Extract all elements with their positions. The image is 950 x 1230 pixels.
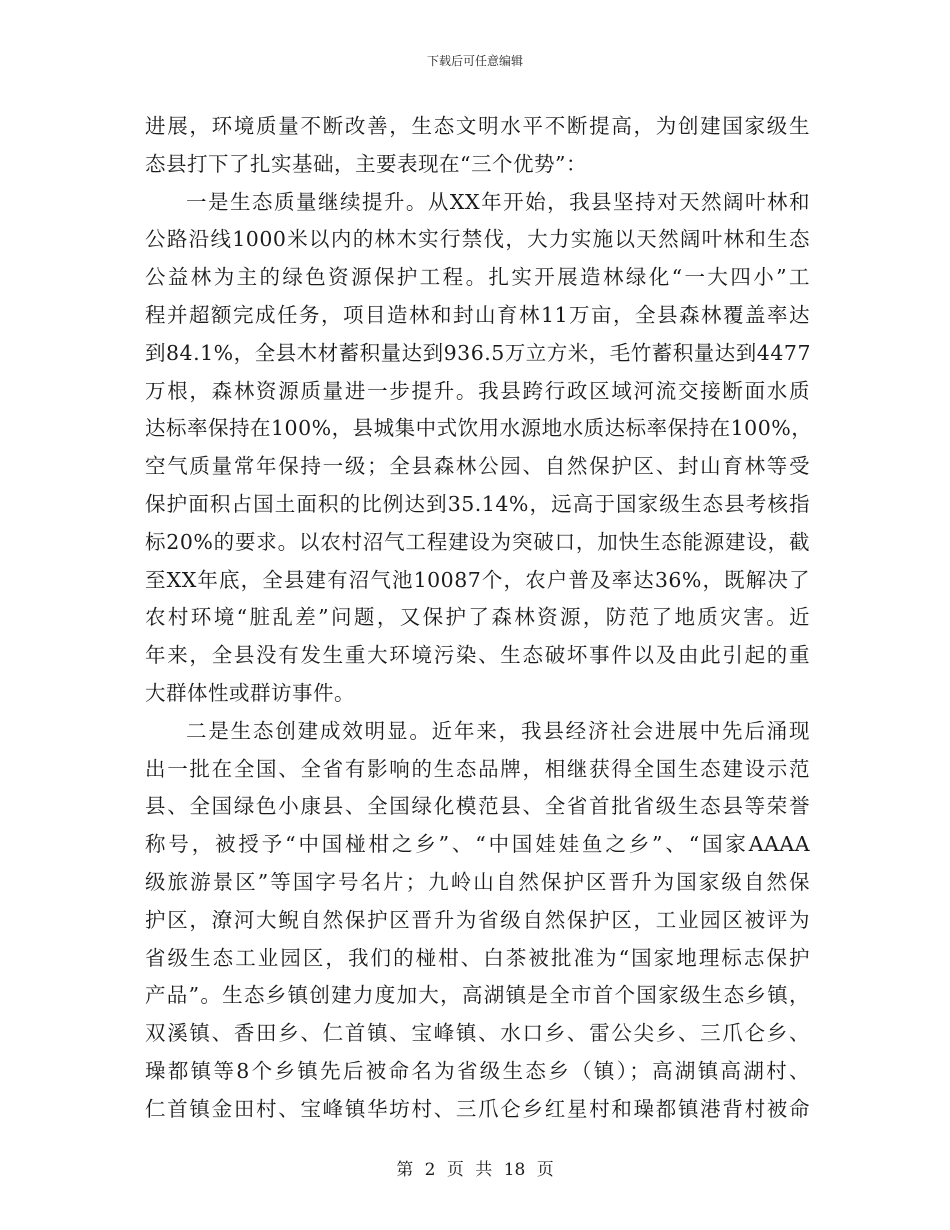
text-line: 至XX年底，全县建有沼气池10087个，农户普及率达36%，既解决了	[145, 567, 810, 592]
text-line: 达标率保持在100%，县城集中式饮用水源地水质达标率保持在100%，	[145, 416, 813, 441]
body-text	[145, 108, 813, 1129]
text-line: 程并超额完成任务，项目造林和封山育林11万亩，全县森林覆盖率达	[145, 302, 810, 327]
text-line: 省级生态工业园区，我们的椪柑、白茶被批准为“国家地理标志保护	[145, 945, 810, 970]
text-line: 级旅游景区”等国字号名片；九岭山自然保护区晋升为国家级自然保	[145, 869, 810, 894]
text-line: 产品”。生态乡镇创建力度加大，高湖镇是全市首个国家级生态乡镇，	[145, 983, 810, 1008]
text-line: 农村环境“脏乱差”问题，又保护了森林资源，防范了地质灾害。近	[145, 605, 810, 630]
text-line: 县、全国绿色小康县、全国绿化模范县、全省首批省级生态县等荣誉	[145, 794, 810, 819]
text-line: 进展，环境质量不断改善，生态文明水平不断提高，为创建国家级生	[145, 114, 810, 138]
paragraph	[145, 713, 810, 1129]
text-line: 标20%的要求。以农村沼气工程建设为突破口，加快生态能源建设，截	[145, 529, 810, 554]
text-line: 态县打下了扎实基础，主要表现在“三个优势”：	[145, 151, 587, 176]
text-line: 公益林为主的绿色资源保护工程。扎实开展造林绿化“一大四小”工	[145, 265, 810, 290]
text-line: 空气质量常年保持一级；全县森林公园、自然保护区、封山育林等受	[145, 454, 810, 479]
text-line: 一是生态质量继续提升。从XX年开始，我县坚持对天然阔叶林和	[186, 189, 810, 214]
text-line: 二是生态创建成效明显。近年来，我县经济社会进展中先后涌现	[186, 718, 810, 743]
paragraph	[145, 184, 813, 713]
text-line: 公路沿线1000米以内的林木实行禁伐，大力实施以天然阔叶林和生态	[145, 227, 810, 252]
text-line: 护区，潦河大鲵自然保护区晋升为省级自然保护区，工业园区被评为	[145, 907, 810, 932]
text-line: 称号，被授予“中国椪柑之乡”、“中国娃娃鱼之乡”、“国家AAAA	[145, 832, 810, 857]
text-line: 年来，全县没有发生重大环境污染、生态破坏事件以及由此引起的重	[145, 643, 810, 668]
page-number-footer: 第 2 页 共 18 页	[396, 1160, 554, 1180]
text-line: 大群体性或群访事件。	[145, 680, 355, 705]
text-line: 到84.1%，全县木材蓄积量达到936.5万立方米，毛竹蓄积量达到4477	[145, 340, 811, 365]
text-line: 出一批在全国、全省有影响的生态品牌，相继获得全国生态建设示范	[145, 756, 810, 781]
text-line: 仁首镇金田村、宝峰镇华坊村、三爪仑乡红星村和璪都镇港背村被命	[145, 1096, 810, 1121]
text-line: 万根，森林资源质量进一步提升。我县跨行政区域河流交接断面水质	[145, 378, 810, 403]
text-line: 双溪镇、香田乡、仁首镇、宝峰镇、水口乡、雷公尖乡、三爪仑乡、	[145, 1021, 810, 1046]
text-line: 保护面积占国土面积的比例达到35.14%，远高于国家级生态县考核指	[145, 491, 810, 516]
text-line: 璪都镇等8个乡镇先后被命名为省级生态乡（镇）；高湖镇高湖村、	[145, 1058, 810, 1083]
page-header: 下载后可任意编辑	[426, 54, 523, 68]
paragraph	[145, 108, 810, 184]
